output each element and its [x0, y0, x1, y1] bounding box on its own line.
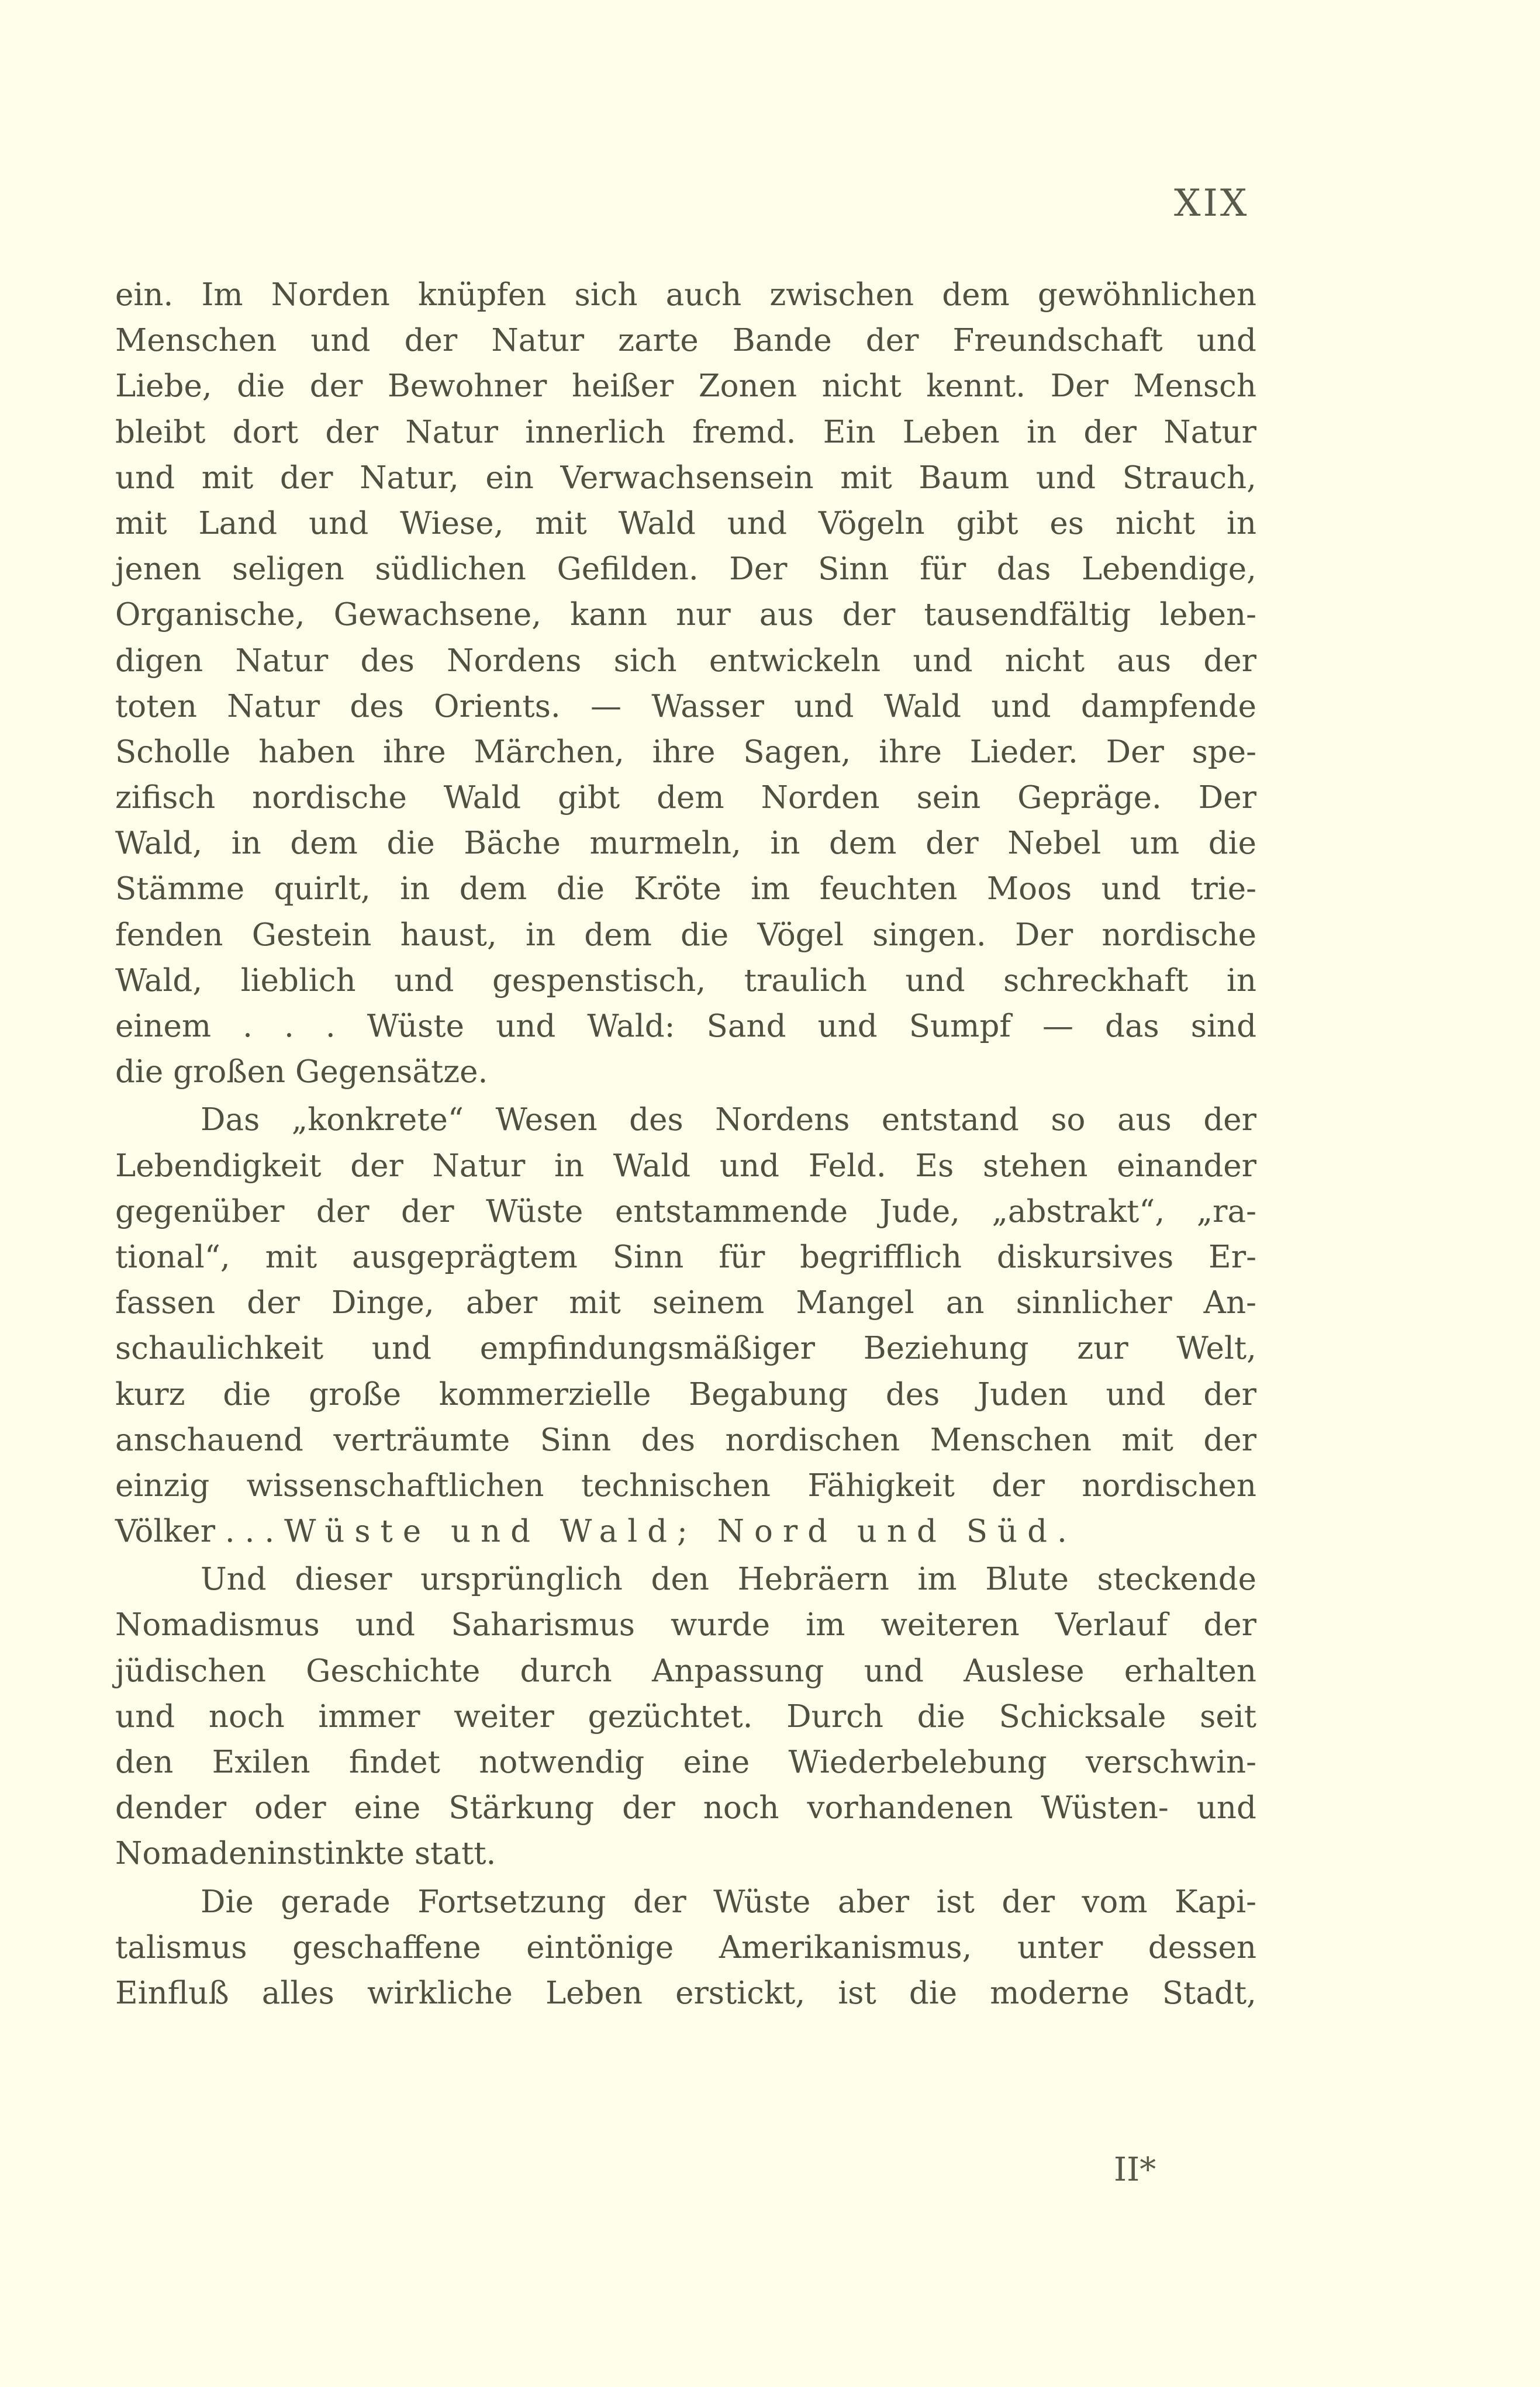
text-line: tional“, mit ausgeprägtem Sinn für begrifflich diskursives Er- [115, 1239, 1256, 1275]
text-line: Einfluß alles wirkliche Leben erstickt, ist die moderne Stadt, [115, 1975, 1256, 2011]
text-line: gegenüber der der Wüste entstammende Jude, „abstrakt“, „ra- [115, 1193, 1256, 1229]
text-line: Nomadismus und Saharismus wurde im weiteren Verlauf der [115, 1607, 1256, 1643]
text-line: Stämme quirlt, in dem die Kröte im feuchten Moos und trie- [115, 871, 1256, 907]
page-number: XIX [1174, 182, 1249, 225]
text-line: die großen Gegensätze. [115, 1054, 488, 1090]
text-line: Scholle haben ihre Märchen, ihre Sagen, ihre Lieder. Der spe- [115, 734, 1256, 770]
text-line: einzig wissenschaftlichen technischen Fähigkeit der nordischen [115, 1467, 1256, 1504]
signature-mark: II* [1114, 2151, 1156, 2189]
text-line: bleibt dort der Natur innerlich fremd. Ein Leben in der Natur [115, 414, 1256, 450]
text-line: talismus geschaffene eintönige Amerikanismus, unter dessen [115, 1929, 1256, 1965]
text-line: Liebe, die der Bewohner heißer Zonen nicht kennt. Der Mensch [115, 368, 1256, 405]
text-line: dender oder eine Stärkung der noch vorhandenen Wüsten- und [115, 1790, 1256, 1826]
text-line: Das „konkrete“ Wesen des Nordens entstand so aus der [201, 1102, 1256, 1138]
text-line: Und dieser ursprünglich den Hebräern im Blute steckende [201, 1562, 1256, 1598]
text-line: anschauend verträumte Sinn des nordischen Menschen mit der [115, 1422, 1256, 1458]
text-line: den Exilen findet notwendig eine Wiederbelebung verschwin- [115, 1745, 1256, 1780]
text-line: kurz die große kommerzielle Begabung des Juden und der [115, 1376, 1256, 1412]
text-fragment: Völker . . . [115, 1514, 285, 1550]
paragraph-3 [115, 1557, 1256, 1877]
text-line: Die gerade Fortsetzung der Wüste aber ist der vom Kapi- [201, 1884, 1256, 1920]
paragraph-2 [115, 1097, 1256, 1555]
text-line: schaulichkeit und empfindungsmäßiger Beziehung zur Welt, [115, 1331, 1256, 1367]
paragraph-1 [115, 272, 1256, 1095]
text-line: fenden Gestein haust, in dem die Vögel singen. Der nordische [115, 917, 1256, 953]
text-line: Wald, in dem die Bäche murmeln, in dem der Nebel um die [115, 825, 1256, 862]
text-line: ein. Im Norden knüpfen sich auch zwischen dem gewöhnlichen [115, 277, 1256, 313]
text-line: mit Land und Wiese, mit Wald und Vögeln gibt es nicht in [115, 505, 1256, 541]
text-line: jenen seligen südlichen Gefilden. Der Sinn für das Lebendige, [115, 551, 1256, 588]
text-line: Lebendigkeit der Natur in Wald und Feld. Es stehen einander [115, 1148, 1256, 1184]
text-line: und noch immer weiter gezüchtet. Durch die Schicksale seit [115, 1698, 1256, 1735]
text-line: jüdischen Geschichte durch Anpassung und Auslese erhalten [115, 1653, 1256, 1689]
text-line: Nomadeninstinkte statt. [115, 1836, 496, 1872]
text-line [115, 1509, 1256, 1555]
paragraph-4 [115, 1880, 1256, 2017]
text-line: Wald, lieblich und gespenstisch, traulich und schreckhaft in [115, 962, 1256, 999]
text-line: zifisch nordische Wald gibt dem Norden sein Gepräge. Der [115, 780, 1256, 816]
text-line: digen Natur des Nordens sich entwickeln und nicht aus der [115, 642, 1256, 679]
body-text [115, 272, 1256, 2016]
text-line: und mit der Natur, ein Verwachsensein mit Baum und Strauch, [115, 460, 1256, 496]
text-line: Menschen und der Natur zarte Bande der Freundschaft und [115, 323, 1256, 359]
text-line: fassen der Dinge, aber mit seinem Mangel an sinnlicher An- [115, 1285, 1256, 1321]
emphasized-text: Wüste und Wald; Nord und Süd. [284, 1514, 1077, 1550]
text-line: toten Natur des Orients. — Wasser und Wald und dampfende [115, 688, 1256, 724]
text-line: einem . . . Wüste und Wald: Sand und Sumpf — das sind [115, 1008, 1256, 1044]
text-line: Organische, Gewachsene, kann nur aus der tausendfältig leben- [115, 597, 1256, 633]
